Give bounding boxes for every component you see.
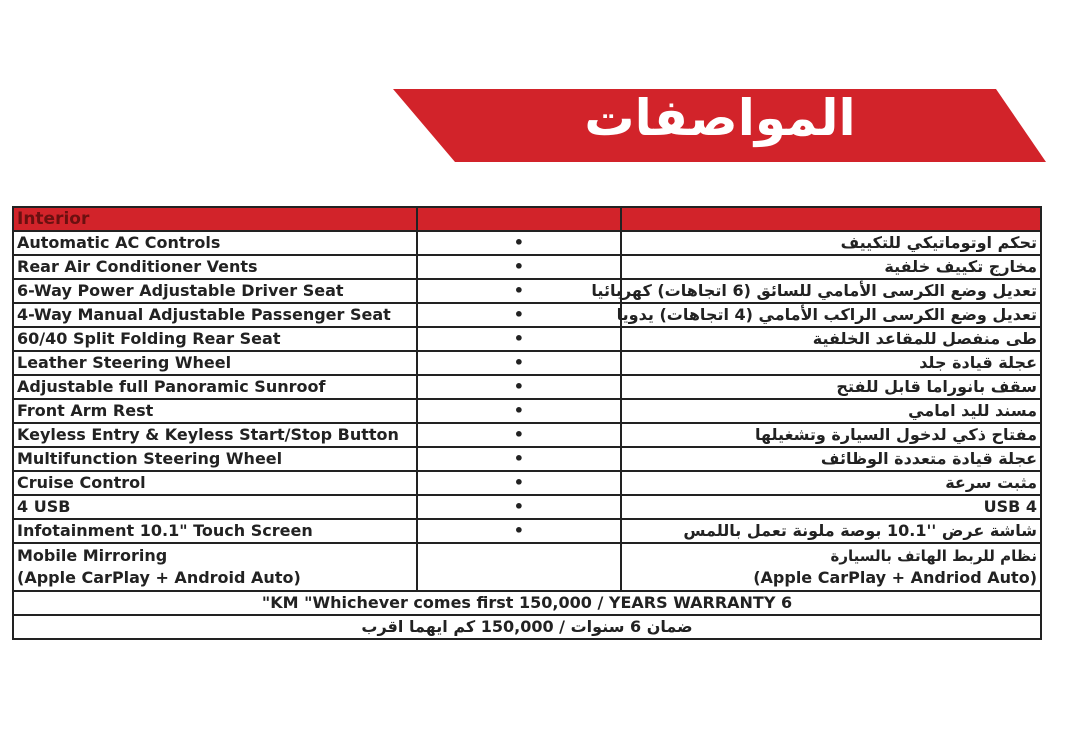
table-row — [13, 351, 1041, 375]
feature-name-en: Front Arm Rest — [13, 399, 417, 423]
table-row — [13, 399, 1041, 423]
feature-name-en — [13, 543, 417, 591]
feature-name-ar: طى منفصل للمقاعد الخلفية — [621, 327, 1041, 351]
feature-name-ar: شاشة عرض ''10.1 بوصة ملونة تعمل باللمس — [621, 519, 1041, 543]
mirroring-ar-line1: نظام للربط الهاتف بالسيارة — [830, 547, 1037, 565]
warranty-row-en — [13, 591, 1041, 615]
table-row — [13, 495, 1041, 519]
table-row — [13, 327, 1041, 351]
availability-bullet: • — [417, 471, 621, 495]
feature-name-en: Keyless Entry & Keyless Start/Stop Button — [13, 423, 417, 447]
availability-bullet: • — [417, 327, 621, 351]
specifications-table — [12, 206, 1042, 640]
availability-bullet: • — [417, 231, 621, 255]
availability-bullet: • — [417, 447, 621, 471]
availability-bullet: • — [417, 423, 621, 447]
feature-name-ar: تعديل وضع الكرسى الراكب الأمامي (4 اتجاهات) يدويا — [621, 303, 1041, 327]
mirroring-en-line1: Mobile Mirroring — [17, 546, 168, 565]
table-row — [13, 303, 1041, 327]
feature-name-ar: مخارج تكييف خلفية — [621, 255, 1041, 279]
feature-name-en: 6-Way Power Adjustable Driver Seat — [13, 279, 417, 303]
table-row — [13, 423, 1041, 447]
availability-bullet: • — [417, 255, 621, 279]
availability-bullet: • — [417, 375, 621, 399]
table-row — [13, 255, 1041, 279]
warranty-text-ar: ضمان 6 سنوات / 150,000 كم ايهما اقرب — [13, 615, 1041, 639]
feature-name-ar: سقف بانوراما قابل للفتح — [621, 375, 1041, 399]
table-row-mirroring — [13, 543, 1041, 591]
feature-name-en: Infotainment 10.1" Touch Screen — [13, 519, 417, 543]
section-header-row — [13, 207, 1041, 231]
feature-name-en: Rear Air Conditioner Vents — [13, 255, 417, 279]
feature-name-ar: USB 4 — [621, 495, 1041, 519]
feature-name-en: Automatic AC Controls — [13, 231, 417, 255]
feature-name-en: Adjustable full Panoramic Sunroof — [13, 375, 417, 399]
availability-bullet: • — [417, 303, 621, 327]
feature-name-ar — [621, 543, 1041, 591]
feature-name-en: 4 USB — [13, 495, 417, 519]
availability-bullet: • — [417, 399, 621, 423]
feature-name-ar: عجلة قيادة جلد — [621, 351, 1041, 375]
section-header-cell — [417, 207, 621, 231]
feature-name-en: Cruise Control — [13, 471, 417, 495]
availability-bullet: • — [417, 351, 621, 375]
table-row — [13, 471, 1041, 495]
availability-bullet: • — [417, 279, 621, 303]
section-header-cell — [621, 207, 1041, 231]
warranty-text-en: "KM "Whichever comes first 150,000 / YEARS WARRANTY 6 — [13, 591, 1041, 615]
mirroring-en-line2: (Apple CarPlay + Android Auto) — [17, 568, 301, 587]
feature-name-en: 60/40 Split Folding Rear Seat — [13, 327, 417, 351]
feature-name-ar: مسند لليد امامي — [621, 399, 1041, 423]
feature-name-ar: عجلة قيادة متعددة الوظائف — [621, 447, 1041, 471]
feature-name-ar: تحكم اوتوماتيكي للتكييف — [621, 231, 1041, 255]
table-row — [13, 375, 1041, 399]
page-title: المواصفات — [584, 89, 856, 147]
warranty-row-ar — [13, 615, 1041, 639]
feature-name-en: Multifunction Steering Wheel — [13, 447, 417, 471]
feature-name-ar: مفتاح ذكي لدخول السيارة وتشغيلها — [621, 423, 1041, 447]
availability-bullet: • — [417, 519, 621, 543]
mirroring-ar-line2: (Apple CarPlay + Andriod Auto) — [753, 568, 1037, 587]
table-row — [13, 231, 1041, 255]
feature-name-ar: مثبت سرعة — [621, 471, 1041, 495]
feature-name-en: Leather Steering Wheel — [13, 351, 417, 375]
availability-bullet: • — [417, 495, 621, 519]
table-row — [13, 519, 1041, 543]
feature-name-en: 4-Way Manual Adjustable Passenger Seat — [13, 303, 417, 327]
feature-name-ar: تعديل وضع الكرسى الأمامي للسائق (6 اتجاهات) كهربائيا — [621, 279, 1041, 303]
availability-cell-empty — [417, 543, 621, 591]
section-title: Interior — [13, 207, 417, 231]
table-row — [13, 279, 1041, 303]
table-row — [13, 447, 1041, 471]
